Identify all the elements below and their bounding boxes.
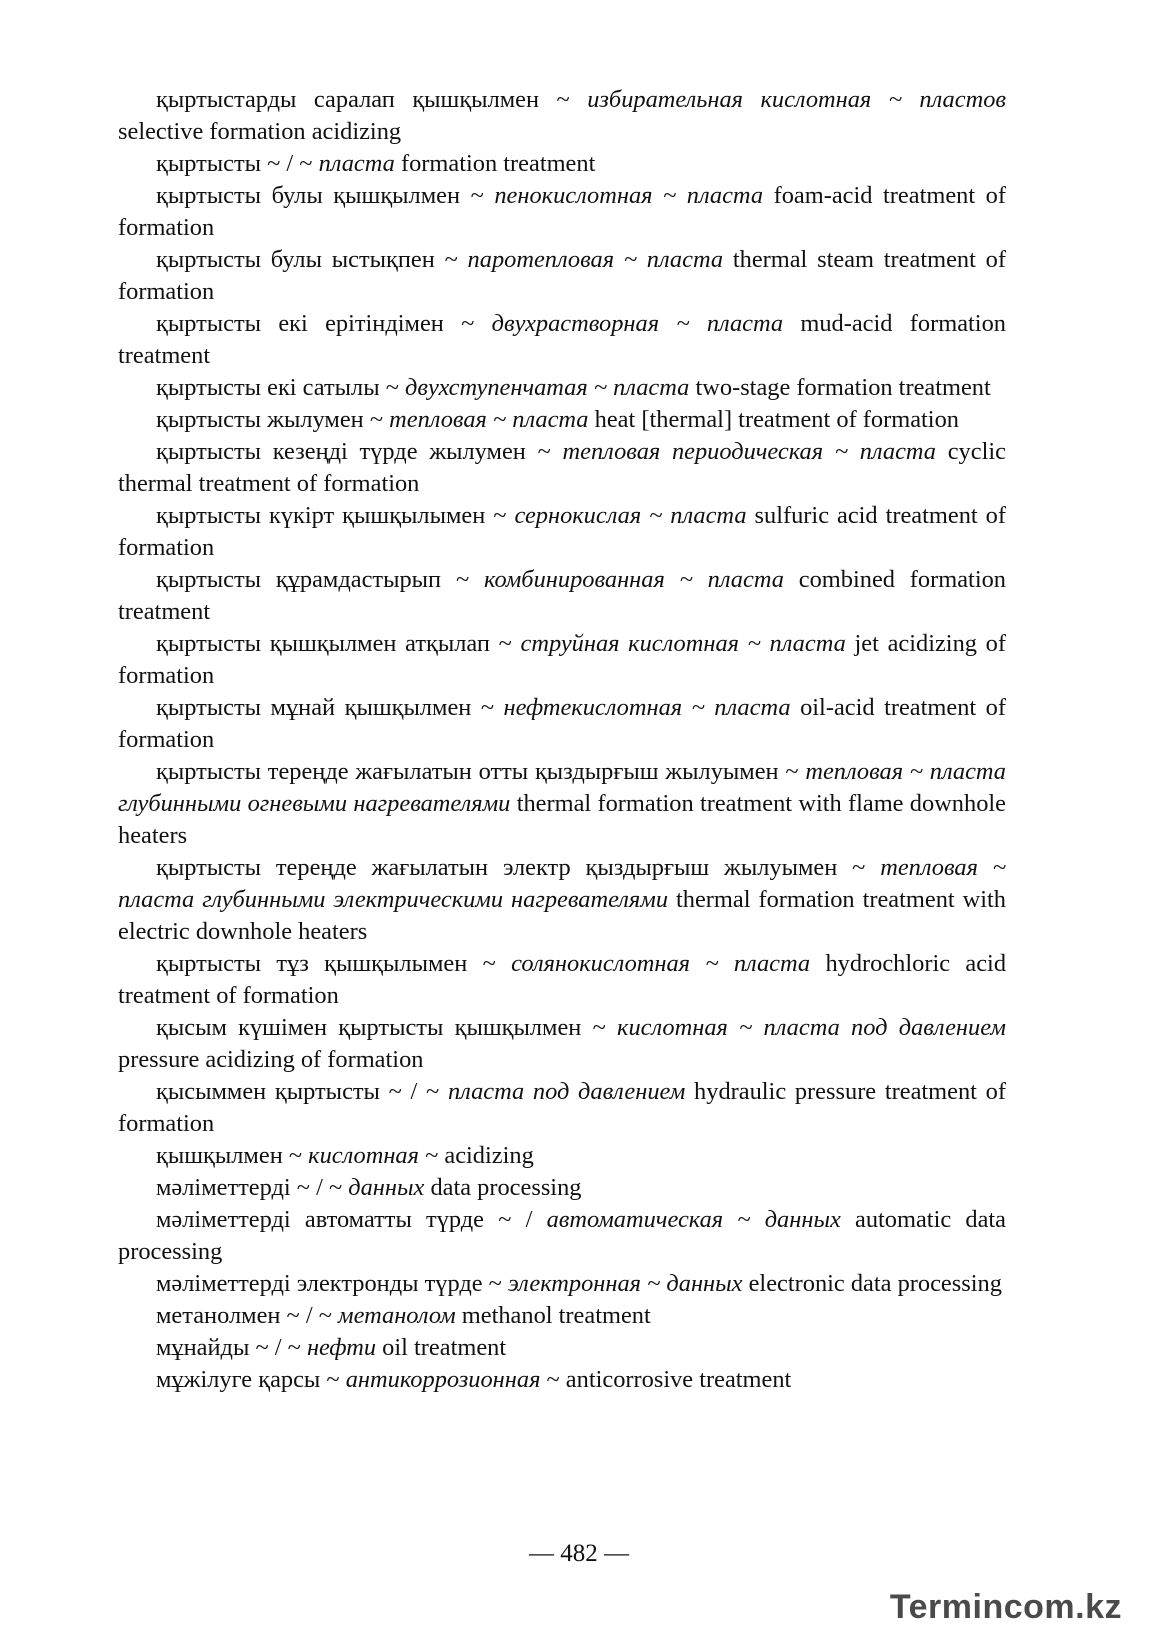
dictionary-entry: [118, 244, 1006, 308]
entry-english: ~ acidizing: [425, 1142, 534, 1169]
entry-english: methanol treatment: [461, 1302, 651, 1329]
entry-kazakh: қыртысты тереңде жағылатын электр қыздырғыш жылуымен ~: [156, 854, 866, 881]
entry-russian: антикоррозионная: [345, 1366, 541, 1393]
dictionary-entry: [118, 1332, 1006, 1364]
entry-english: heat [thermal] treatment of formation: [594, 406, 959, 433]
entry-russian: пенокислотная ~ пласта: [494, 182, 764, 209]
entry-kazakh: қыртысты мұнай қышқылмен ~: [156, 694, 495, 721]
entry-english: foam-acid treatment of formation: [118, 182, 1006, 241]
dictionary-entry: [118, 180, 1006, 244]
entry-english: cyclic thermal treatment of formation: [118, 438, 1006, 497]
entry-english: pressure acidizing of formation: [118, 1046, 424, 1073]
entry-russian: тепловая ~ пласта: [389, 406, 589, 433]
entry-kazakh: қыртысты жылумен ~: [156, 406, 384, 433]
dictionary-entry: [118, 1076, 1006, 1140]
dictionary-entry: [118, 1364, 1006, 1396]
dictionary-entry: [118, 692, 1006, 756]
entry-russian: сернокислая ~ пласта: [514, 502, 747, 529]
entry-russian: комбинированная ~ пласта: [484, 566, 784, 593]
entry-russian: кислотная ~ пласта под давлением: [617, 1014, 1006, 1041]
entry-russian: автоматическая ~ данных: [546, 1206, 841, 1233]
dictionary-page: [118, 84, 1006, 1396]
entry-russian: струйная кислотная ~ пласта: [520, 630, 846, 657]
entry-english: formation treatment: [400, 150, 596, 177]
entry-kazakh: қысым күшімен қыртысты қышқылмен ~: [156, 1014, 606, 1041]
entry-kazakh: қыртыстарды саралап қышқылмен ~: [156, 86, 570, 113]
dictionary-entry: [118, 308, 1006, 372]
entry-english: hydrochloric acid treatment of formation: [118, 950, 1007, 1009]
entry-kazakh: мәліметтерді электронды түрде ~: [156, 1270, 502, 1297]
entry-russian: кислотная: [308, 1142, 419, 1169]
entry-russian: данных: [348, 1174, 425, 1201]
entry-english: thermal formation treatment with flame downhole heaters: [118, 790, 1006, 849]
entry-english: mud-acid formation treatment: [118, 310, 1006, 369]
entry-kazakh: қыртысты қышқылмен атқылап ~: [156, 630, 512, 657]
entry-russian: нефти: [306, 1334, 377, 1361]
entry-english: hydraulic pressure treatment of formation: [118, 1078, 1006, 1137]
entry-english: oil treatment: [382, 1334, 507, 1361]
dictionary-entry: [118, 404, 1006, 436]
dictionary-entry: [118, 436, 1006, 500]
entry-kazakh: қысыммен қыртысты ~ / ~: [156, 1078, 440, 1105]
page-number: — 482 —: [529, 1540, 629, 1567]
dictionary-entry: [118, 948, 1006, 1012]
entry-kazakh: мұжілуге қарсы ~: [156, 1366, 340, 1393]
dictionary-entry: [118, 1204, 1006, 1268]
dictionary-entry: [118, 1012, 1006, 1076]
site-watermark: Termincom.kz: [889, 1588, 1122, 1626]
entry-russian: тепловая ~ пласта глубинными огневыми нагревателями: [118, 758, 1007, 817]
entry-kazakh: мұнайды ~ / ~: [156, 1334, 301, 1361]
entry-russian: солянокислотная ~ пласта: [511, 950, 811, 977]
entry-kazakh: мәліметтерді ~ / ~: [156, 1174, 343, 1201]
dictionary-entry: [118, 628, 1006, 692]
entry-english: two-stage formation treatment: [695, 374, 991, 401]
dictionary-entry: [118, 1140, 1006, 1172]
entry-russian: двухступенчатая ~ пласта: [405, 374, 690, 401]
entry-russian: тепловая периодическая ~ пласта: [562, 438, 936, 465]
entry-russian: пласта: [318, 150, 395, 177]
dictionary-entry: [118, 500, 1006, 564]
entry-russian: паротепловая ~ пласта: [467, 246, 724, 273]
entry-english: ~ anticorrosive treatment: [546, 1366, 792, 1393]
entry-english: thermal formation treatment with electric downhole heaters: [118, 886, 1006, 945]
entry-english: data processing: [430, 1174, 582, 1201]
entry-kazakh: қыртысты булы ыстықпен ~: [156, 246, 458, 273]
dictionary-entry: [118, 756, 1006, 852]
entry-russian: метанолом: [338, 1302, 456, 1329]
dictionary-entry: [118, 1172, 1006, 1204]
entry-kazakh: қыртысты екі ерітіндімен ~: [156, 310, 475, 337]
entry-kazakh: қыртысты ~ / ~: [156, 150, 313, 177]
entry-russian: двухрастворная ~ пласта: [491, 310, 784, 337]
entry-kazakh: мәліметтерді автоматты түрде ~ /: [156, 1206, 533, 1233]
dictionary-entry: [118, 372, 1006, 404]
dictionary-entry: [118, 1300, 1006, 1332]
entry-kazakh: қыртысты күкірт қышқылымен ~: [156, 502, 507, 529]
entry-kazakh: қыртысты екі сатылы ~: [156, 374, 399, 401]
entry-kazakh: қыртысты құрамдастырып ~: [156, 566, 470, 593]
entry-english: thermal steam treatment of formation: [118, 246, 1006, 305]
dictionary-entry: [118, 1268, 1006, 1300]
entry-kazakh: метанолмен ~ / ~: [156, 1302, 332, 1329]
entry-kazakh: қыртысты кезеңді түрде жылумен ~: [156, 438, 551, 465]
entry-english: oil-acid treatment of formation: [118, 694, 1006, 753]
entry-english: sulfuric acid treatment of formation: [118, 502, 1006, 561]
entry-russian: тепловая ~ пласта глубинными электрическими нагревателями: [118, 854, 1006, 913]
dictionary-entry: [118, 564, 1006, 628]
entry-russian: нефтекислотная ~ пласта: [503, 694, 791, 721]
entry-english: combined formation treatment: [118, 566, 1006, 625]
entry-russian: электронная ~ данных: [507, 1270, 743, 1297]
dictionary-entry: [118, 84, 1006, 148]
entry-kazakh: қыртысты тұз қышқылымен ~: [156, 950, 496, 977]
entry-kazakh: қышқылмен ~: [156, 1142, 303, 1169]
dictionary-entry: [118, 148, 1006, 180]
entry-kazakh: қыртысты тереңде жағылатын отты қыздырғыш жылуымен ~: [156, 758, 799, 785]
entry-english: selective formation acidizing: [118, 118, 402, 145]
entry-english: automatic data processing: [118, 1206, 1006, 1265]
entry-kazakh: қыртысты булы қышқылмен ~: [156, 182, 484, 209]
dictionary-entry: [118, 852, 1006, 948]
entry-russian: избирательная кислотная ~ пластов: [587, 86, 1006, 113]
entry-russian: пласта под давлением: [447, 1078, 686, 1105]
entry-english: jet acidizing of formation: [118, 630, 1006, 689]
entry-english: electronic data processing: [748, 1270, 1002, 1297]
